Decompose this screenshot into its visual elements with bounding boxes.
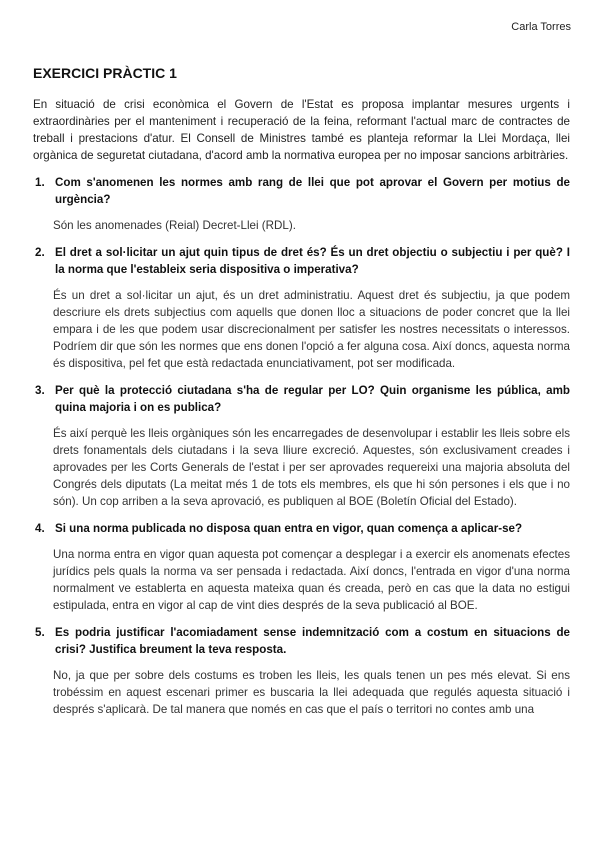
answer-4: Una norma entra en vigor quan aquesta pot començar a desplegar i a exercir els anomenats efectes jurídics pels quals la norma va ser pensada i redactada. Així doncs, l'entrada en vigor d'una norma normalment ve establerta en aquesta mateixa quan és creada, però en cas que la data no estigui estipulada, entra en vigor al cap de vint dies després de la seva publicació al BOE. — [53, 548, 570, 612]
question-4 — [33, 520, 570, 537]
answer-3: És així perquè les lleis orgàniques són les encarregades de desenvolupar i establir les lleis sobre els drets fonamentals dels ciutadans i la seva lliure excreció. Aquestes, són exclusivament creades i aprovades per les Corts Generals de l'estat i per ser aprovades requereixi una majoria absoluta del Congrés dels diputats (La meitat més 1 de tots els membres, els que hi són persones i els que i no són). Un cop arriben a la seva aprovació, es publiquen al BOE (Boletín Oficial del Estado). — [53, 427, 570, 508]
answer-2: És un dret a sol·licitar un ajut, és un dret administratiu. Aquest dret és subjectiu, ja que podem descriure els drets subjectius com aquells que donen lloc a situacions de poder concret que la llei empara i de les que podem usar discrecionalment per satisfer les nostres necessitats o interessos. Podríem dir que són les normes que ens donen l'opció a fer alguna cosa. Així doncs, aquesta norma és dispositiva, pel fet que està redactada enunciativament, pot ser modificada. — [53, 289, 570, 370]
question-text: Com s'anomenen les normes amb rang de llei que pot aprovar el Govern per motius de urgència? — [55, 176, 570, 206]
question-number: 5. — [35, 626, 45, 639]
document-body — [33, 96, 570, 728]
answer-1: Són les anomenades (Reial) Decret-Llei (RDL). — [53, 219, 296, 232]
question-text: Es podria justificar l'acomiadament sense indemnització com a costum en situacions de crisi? Justifica breument la teva resposta. — [55, 626, 570, 656]
intro-paragraph: En situació de crisi econòmica el Govern de l'Estat es proposa implantar mesures urgents i extraordinàries per el manteniment i recuperació de la feina, reformant l'actual marc de contractes de treball i prestacions d'atur. El Consell de Ministres també es planteja reformar la Llei Mordaça, llei orgànica de seguretat ciutadana, d'acord amb la normativa europea per no imposar sancions arbitràries. — [33, 98, 570, 162]
question-number: 1. — [35, 176, 45, 189]
question-5 — [33, 624, 570, 658]
answer-5: No, ja que per sobre dels costums es troben les lleis, les quals tenen un pes més elevat. Si ens trobéssim en aquest escenari primer es buscaria la llei adequada que regulés aquesta situació i després s'aplicarà. De tal manera que només en cas que el país o territori no contes amb una — [53, 669, 570, 716]
question-text: Si una norma publicada no disposa quan entra en vigor, quan comença a aplicar-se? — [55, 522, 523, 535]
question-number: 2. — [35, 246, 45, 259]
author-name: Carla Torres — [511, 21, 571, 33]
document-title: EXERCICI PRÀCTIC 1 — [33, 65, 177, 81]
question-text: Per què la protecció ciutadana s'ha de regular per LO? Quin organisme les pública, amb quina majoria i on es publica? — [55, 384, 570, 414]
question-3 — [33, 382, 570, 416]
question-number: 3. — [35, 384, 45, 397]
question-2 — [33, 244, 570, 278]
question-text: El dret a sol·licitar un ajut quin tipus de dret és? És un dret objectiu o subjectiu i per què? I la norma que l'estableix seria dispositiva o imperativa? — [55, 246, 570, 276]
question-1 — [33, 174, 570, 208]
question-number: 4. — [35, 522, 45, 535]
